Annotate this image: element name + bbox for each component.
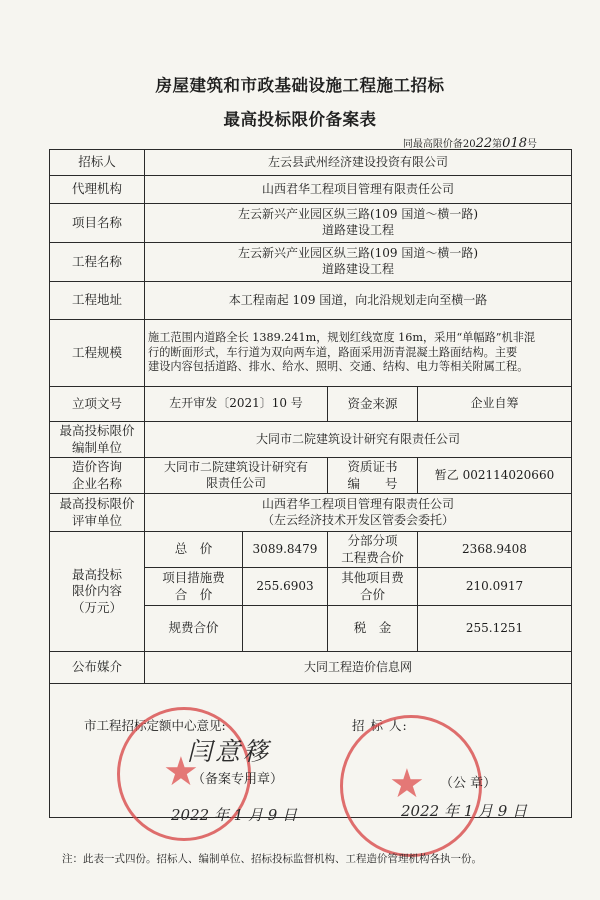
fees-label: 规费合价 [145, 606, 243, 652]
project-name-line1: 左云新兴产业园区纵三路(109 国道～横一路) [237, 207, 479, 222]
certificate-label-line2: 编 号 [347, 475, 398, 491]
media-label: 公布媒介 [50, 652, 145, 684]
certificate-label [328, 458, 418, 494]
other-cost-value: 210.0917 [418, 568, 572, 606]
scale-line1: 施工范围内道路全长 1389.241m，规划红线宽度 16m，采用“单幅路”机非混 [148, 331, 536, 345]
consultant-value-line1: 大同市二院建筑设计研究有 [163, 459, 308, 474]
tenderer-sign-label: 招 标 人: [352, 718, 408, 733]
quota-center-opinion-label: 市工程招标定额中心意见: [84, 718, 226, 733]
reviewer-label [50, 494, 145, 532]
consultant-label-line1: 造价咨询 [71, 459, 122, 475]
seal-star-icon: ★ [389, 761, 425, 807]
table-row [50, 150, 572, 176]
table-row [50, 494, 572, 532]
subitem-cost-label-line2: 工程费合价 [341, 549, 404, 565]
price-content-label-line2: 限价内容 [71, 583, 122, 599]
preparer-label [50, 422, 145, 458]
handwritten-signature: 闫意簃 [187, 737, 272, 766]
tax-value: 255.1251 [418, 606, 572, 652]
other-cost-label-line1: 其他项目费 [341, 570, 404, 586]
seal-star-icon: ★ [163, 749, 199, 795]
file-number-suffix: 号 [527, 139, 537, 150]
measures-cost-label [145, 568, 243, 606]
table-row [50, 532, 572, 568]
document-title-line1: 房屋建筑和市政基础设施工程施工招标 [155, 76, 445, 95]
preparer-label-line1: 最高投标限价 [59, 423, 135, 439]
scale-value [145, 320, 572, 387]
file-number-prefix: 同最高限价备20 [402, 139, 476, 150]
scale-label: 工程规模 [50, 320, 145, 387]
subitem-cost-label [328, 532, 418, 568]
total-price-label: 总 价 [145, 532, 243, 568]
engineering-name-line1: 左云新兴产业园区纵三路(109 国道～横一路) [237, 246, 479, 261]
certificate-value: 暂乙 002114020660 [418, 458, 572, 494]
price-content-label-line1: 最高投标 [71, 567, 122, 583]
funding-value: 企业自筹 [418, 387, 572, 422]
table-row [50, 204, 572, 243]
footer-note: 注：此表一式四份。招标人、编制单位、招标投标监督机构、工程造价管理机构各执一份。 [62, 853, 482, 865]
approval-label: 立项文号 [50, 387, 145, 422]
date-left: 2022 年 1 月 9 日 [171, 806, 298, 824]
engineering-name-value [145, 243, 572, 282]
consultant-label [50, 458, 145, 494]
table-row [50, 387, 572, 422]
fees-value [243, 606, 328, 652]
scale-line3: 建设内容包括道路、排水、给水、照明、交通、结构、电力等相关附属工程。 [148, 360, 529, 374]
table-row [50, 282, 572, 320]
other-cost-label-line2: 合价 [359, 586, 385, 602]
approval-value: 左开审发〔2021〕10 号 [145, 387, 328, 422]
official-seal-note: （公 章） [440, 776, 497, 791]
engineering-name-label: 工程名称 [50, 243, 145, 282]
consultant-value-line2: 限责任公司 [205, 475, 266, 490]
tax-label: 税 金 [328, 606, 418, 652]
file-number-year-hand: 22 [475, 136, 493, 151]
certificate-label-line1: 资质证书 [347, 459, 398, 475]
consultant-label-line2: 企业名称 [71, 475, 122, 491]
price-content-label-line3: （万元） [71, 599, 122, 615]
engineering-name-line2: 道路建设工程 [322, 262, 395, 276]
subitem-cost-label-line1: 分部分项 [347, 533, 398, 549]
measures-cost-label-line2: 合 价 [174, 586, 213, 602]
subitem-cost-value: 2368.9408 [418, 532, 572, 568]
media-value: 大同工程造价信息网 [145, 652, 572, 684]
reviewer-value-line1: 山西君华工程项目管理有限责任公司 [262, 496, 455, 511]
date-right: 2022 年 1 月 9 日 [401, 802, 528, 820]
file-number-seq: 018 [502, 136, 527, 151]
table-row [50, 422, 572, 458]
reviewer-label-line1: 最高投标限价 [59, 496, 135, 512]
scale-line2: 行的断面形式，车行道为双向两车道，路面采用沥青混凝土路面结构。主要 [148, 345, 518, 359]
table-row [50, 243, 572, 282]
location-label: 工程地址 [50, 282, 145, 320]
file-number-mid: 第 [492, 139, 503, 150]
total-price-value: 3089.8479 [243, 532, 328, 568]
funding-label: 资金来源 [328, 387, 418, 422]
project-name-value [145, 204, 572, 243]
preparer-value: 大同市二院建筑设计研究有限责任公司 [145, 422, 572, 458]
agent-value: 山西君华工程项目管理有限责任公司 [145, 176, 572, 204]
filing-seal-note: （备案专用章） [192, 772, 284, 787]
project-name-line2: 道路建设工程 [322, 223, 395, 237]
agent-label: 代理机构 [50, 176, 145, 204]
measures-cost-label-line1: 项目措施费 [162, 570, 225, 586]
reviewer-value [145, 494, 572, 532]
reviewer-label-line2: 评审单位 [71, 512, 122, 528]
price-content-label [50, 532, 145, 652]
tenderer-value: 左云县武州经济建设投资有限公司 [145, 150, 572, 176]
other-cost-label [328, 568, 418, 606]
tenderer-label: 招标人 [50, 150, 145, 176]
table-row [50, 652, 572, 684]
table-row [50, 176, 572, 204]
consultant-value [145, 458, 328, 494]
measures-cost-value: 255.6903 [243, 568, 328, 606]
reviewer-value-line2: （左云经济技术开发区管委会委托） [262, 512, 455, 527]
project-name-label: 项目名称 [50, 204, 145, 243]
preparer-label-line2: 编制单位 [71, 439, 122, 455]
table-row [50, 458, 572, 494]
location-value: 本工程南起 109 国道，向北沿规划走向至横一路 [145, 282, 572, 320]
document-title-line2: 最高投标限价备案表 [223, 110, 377, 129]
table-row [50, 320, 572, 387]
